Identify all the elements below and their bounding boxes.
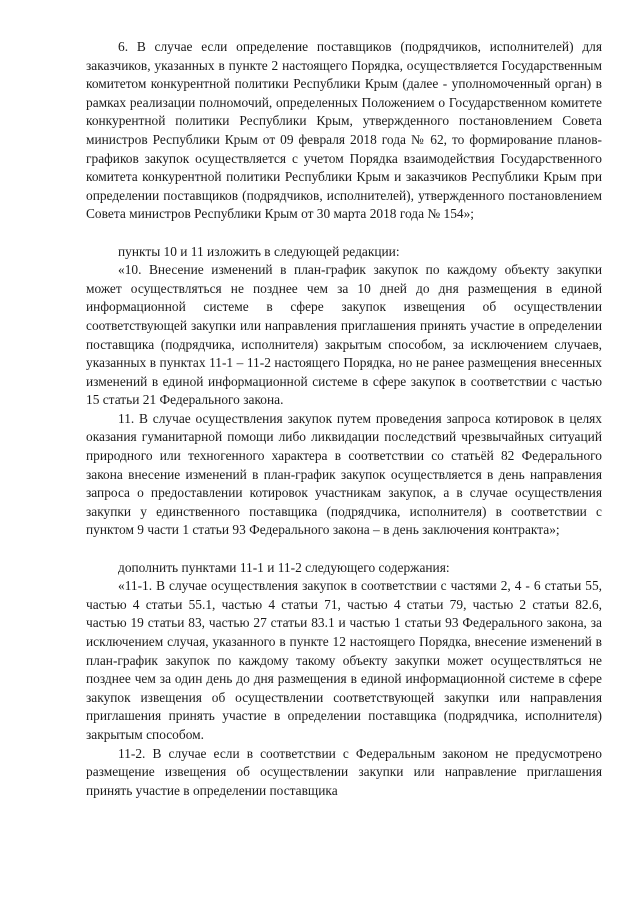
paragraph-intro-10-11: пункты 10 и 11 изложить в следующей редакции: (118, 243, 400, 259)
paragraph-6: 6. В случае если определение поставщиков (подрядчиков, исполнителей) для заказчиков, указанных в пункте 2 настоящего Порядка, осуществляется Государственным комитетом конкурентной политики Республики Крым (далее - уполномоченный орган) в рамках реализации полномочий, определенных Положением о Государственном комитете конкурентной политики Республики Крым, утвержденного постановлением Совета министров Республики Крым от 09 февраля 2018 года № 62, то формирование планов-графиков закупок осуществляется с учетом Порядка взаимодействия Государственного комитета конкурентной политики Республики Крым и заказчиков Республики Крым при определении поставщиков (подрядчиков, исполнителей), утвержденного постановлением Совета министров Республики Крым от 30 марта 2018 года № 154»; (86, 39, 602, 222)
paragraph-11-1: «11-1. В случае осуществления закупок в соответствии с частями 2, 4 - 6 статьи 55, частью 4 статьи 55.1, частью 4 статьи 71, частью 4 статьи 79, частью 2 статьи 82.6, частью 19 статьи 83, частью 27 статьи 83.1 и частью 1 статьи 93 Федерального закона, за исключением случая, указанного в пункте 12 настоящего Порядка, внесение изменений в план-график закупок по каждому такому объекту закупки может осуществляться не позднее чем за один день до дня размещения в единой информационной системе в сфере закупок извещения об осуществлении соответствующей закупки или направления приглашения принять участие в определении поставщика (подрядчика, исполнителя) закрытым способом. (86, 578, 602, 742)
paragraph-11: 11. В случае осуществления закупок путем проведения запроса котировок в целях оказания гуманитарной помощи либо ликвидации последствий чрезвычайных ситуаций природного или техногенного характера в соответствии со статьёй 82 Федерального закона внесение изменений в план-график закупок осуществляется в день направления запроса о предоставлении котировок участникам закупок, а в случае осуществления закупки у единственного поставщика (подрядчика, исполнителя) в соответствии с пунктом 9 части 1 статьи 93 Федерального закона – в день заключения контракта»; (86, 410, 602, 538)
paragraph-10: «10. Внесение изменений в план-график закупок по каждому объекту закупки может осуществляться не позднее чем за 10 дней до дня размещения в единой информационной системе в сфере закупок извещения об осуществлении соответствующей закупки или направления приглашения принять участие в определении поставщика (подрядчика, исполнителя) закрытым способом, за исключением случаев, указанных в пунктах 11-1 – 11-2 настоящего Порядка, но не ранее размещения внесенных изменений в единой информационной системе в сфере закупок в соответствии с частью 15 статьи 21 Федерального закона. (86, 262, 602, 408)
paragraph-11-2: 11-2. В случае если в соответствии с Федеральным законом не предусмотрено размещение извещения об осуществлении закупки или направление приглашения принять участие в определении поставщика (86, 745, 602, 798)
spacer (86, 540, 602, 559)
document-page (86, 38, 602, 800)
paragraph-intro-11-1-11-2: дополнить пунктами 11-1 и 11-2 следующего содержания: (118, 559, 450, 575)
spacer (86, 224, 602, 243)
